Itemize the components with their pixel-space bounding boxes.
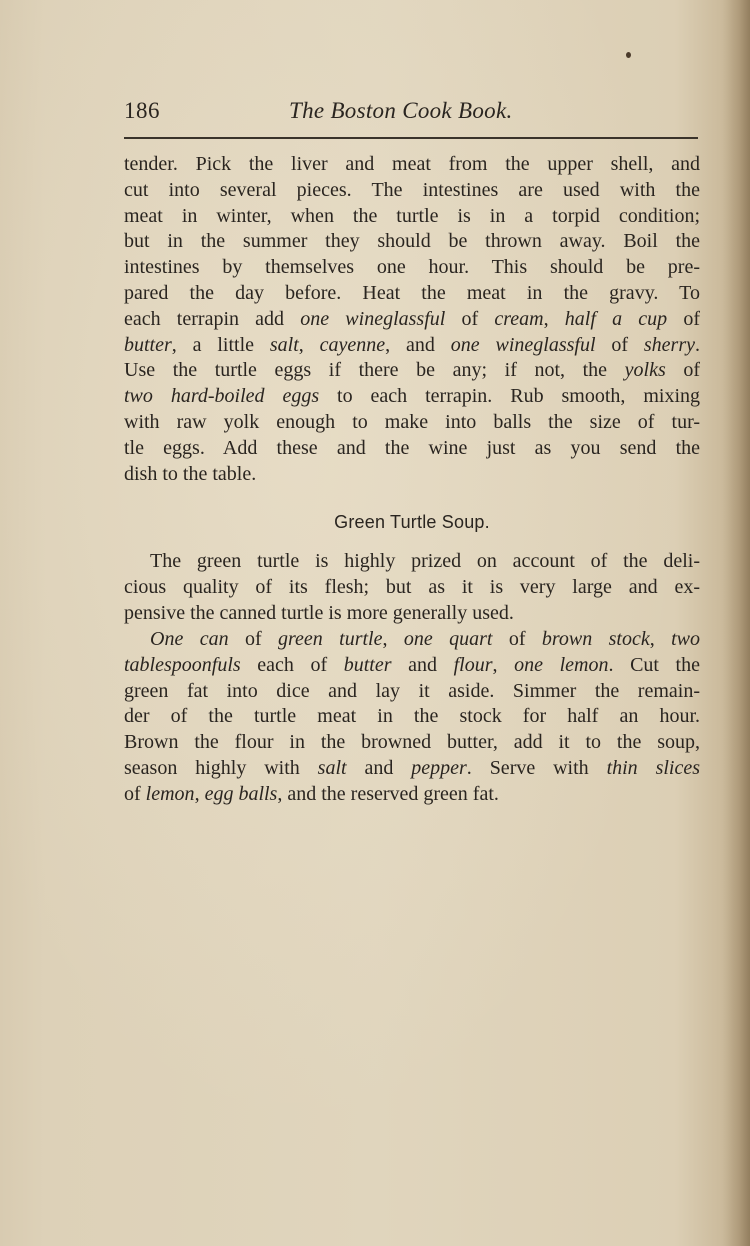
section-heading: Green Turtle Soup.: [334, 512, 490, 532]
ink-speck: [626, 52, 631, 58]
text-line: tender. Pick the liver and meat from the upper shell, and: [124, 153, 700, 175]
text-line: tablespoonfuls each of butter and flour, one lemon. Cut the: [124, 653, 700, 676]
text-line: season highly with salt and pepper. Serve with thin slices: [124, 756, 700, 779]
paragraph-terrapin-continued: [124, 152, 700, 487]
text-line: Brown the flour in the browned butter, add it to the soup,: [124, 731, 700, 754]
text-line: The green turtle is highly prized on account of the deli-: [150, 550, 700, 572]
text-line: pared the day before. Heat the meat in the gravy. To: [124, 281, 700, 304]
text-line: meat in winter, when the turtle is in a torpid condition;: [124, 204, 700, 227]
text-line: dish to the table.: [124, 462, 257, 485]
text-line: green fat into dice and lay it aside. Simmer the remain-: [124, 679, 700, 702]
page-header: [124, 98, 698, 132]
italic-ingredient: yolks: [624, 359, 666, 382]
text-line: tle eggs. Add these and the wine just as you send the: [124, 436, 700, 459]
italic-ingredient: lemon: [145, 782, 195, 805]
running-title: The Boston Cook Book.: [289, 98, 513, 123]
text-line: two hard-boiled eggs to each terrapin. Rub smooth, mixing: [124, 385, 700, 408]
italic-ingredient: egg balls: [204, 782, 278, 805]
italic-ingredient: brown stock: [541, 628, 650, 650]
text-line: Use the turtle eggs if there be any; if not, the yolks of: [124, 359, 700, 382]
italic-ingredient: one quart: [403, 628, 493, 650]
italic-ingredient: sherry: [643, 333, 695, 356]
italic-ingredient: two hard-boiled eggs: [124, 385, 320, 408]
text-line: One can of green turtle, one quart of brown stock, two: [150, 628, 700, 650]
italic-ingredient: thin slices: [606, 756, 700, 779]
text-line: each terrapin add one wineglassful of cream, half a cup of: [124, 307, 700, 330]
italic-ingredient: green turtle: [277, 628, 383, 650]
italic-ingredient: One can: [150, 628, 229, 650]
italic-ingredient: one wineglassful: [300, 307, 446, 330]
italic-ingredient: cayenne: [319, 333, 386, 356]
paragraph-green-turtle-recipe: [124, 627, 700, 808]
italic-ingredient: two: [671, 628, 700, 650]
text-line: cious quality of its flesh; but as it is very large and ex-: [124, 575, 700, 598]
italic-ingredient: salt: [269, 333, 299, 356]
italic-ingredient: pepper: [411, 756, 467, 779]
italic-ingredient: flour: [453, 653, 493, 676]
paragraph-green-turtle-intro: [124, 549, 700, 626]
text-line: but in the summer they should be thrown away. Boil the: [124, 230, 700, 253]
header-rule: [124, 137, 698, 139]
page-number: 186: [124, 98, 160, 123]
italic-ingredient: half a cup: [564, 307, 668, 330]
italic-ingredient: one lemon: [514, 653, 609, 676]
italic-ingredient: cream: [494, 307, 544, 330]
text-line: cut into several pieces. The intestines are used with the: [124, 178, 700, 201]
italic-ingredient: one wineglassful: [450, 333, 596, 356]
text-line: pensive the canned turtle is more generally used.: [124, 601, 514, 624]
text-line: with raw yolk enough to make into balls the size of tur-: [124, 410, 700, 433]
text-line: butter, a little salt, cayenne, and one wineglassful of sherry.: [124, 333, 700, 356]
text-line: der of the turtle meat in the stock for half an hour.: [124, 705, 700, 728]
italic-ingredient: butter: [343, 653, 392, 676]
text-line: of lemon, egg balls, and the reserved green fat.: [124, 782, 499, 805]
italic-ingredient: butter: [124, 333, 172, 356]
italic-ingredient: tablespoonfuls: [124, 653, 241, 676]
italic-ingredient: salt: [317, 756, 347, 779]
text-line: intestines by themselves one hour. This should be pre-: [124, 256, 700, 279]
